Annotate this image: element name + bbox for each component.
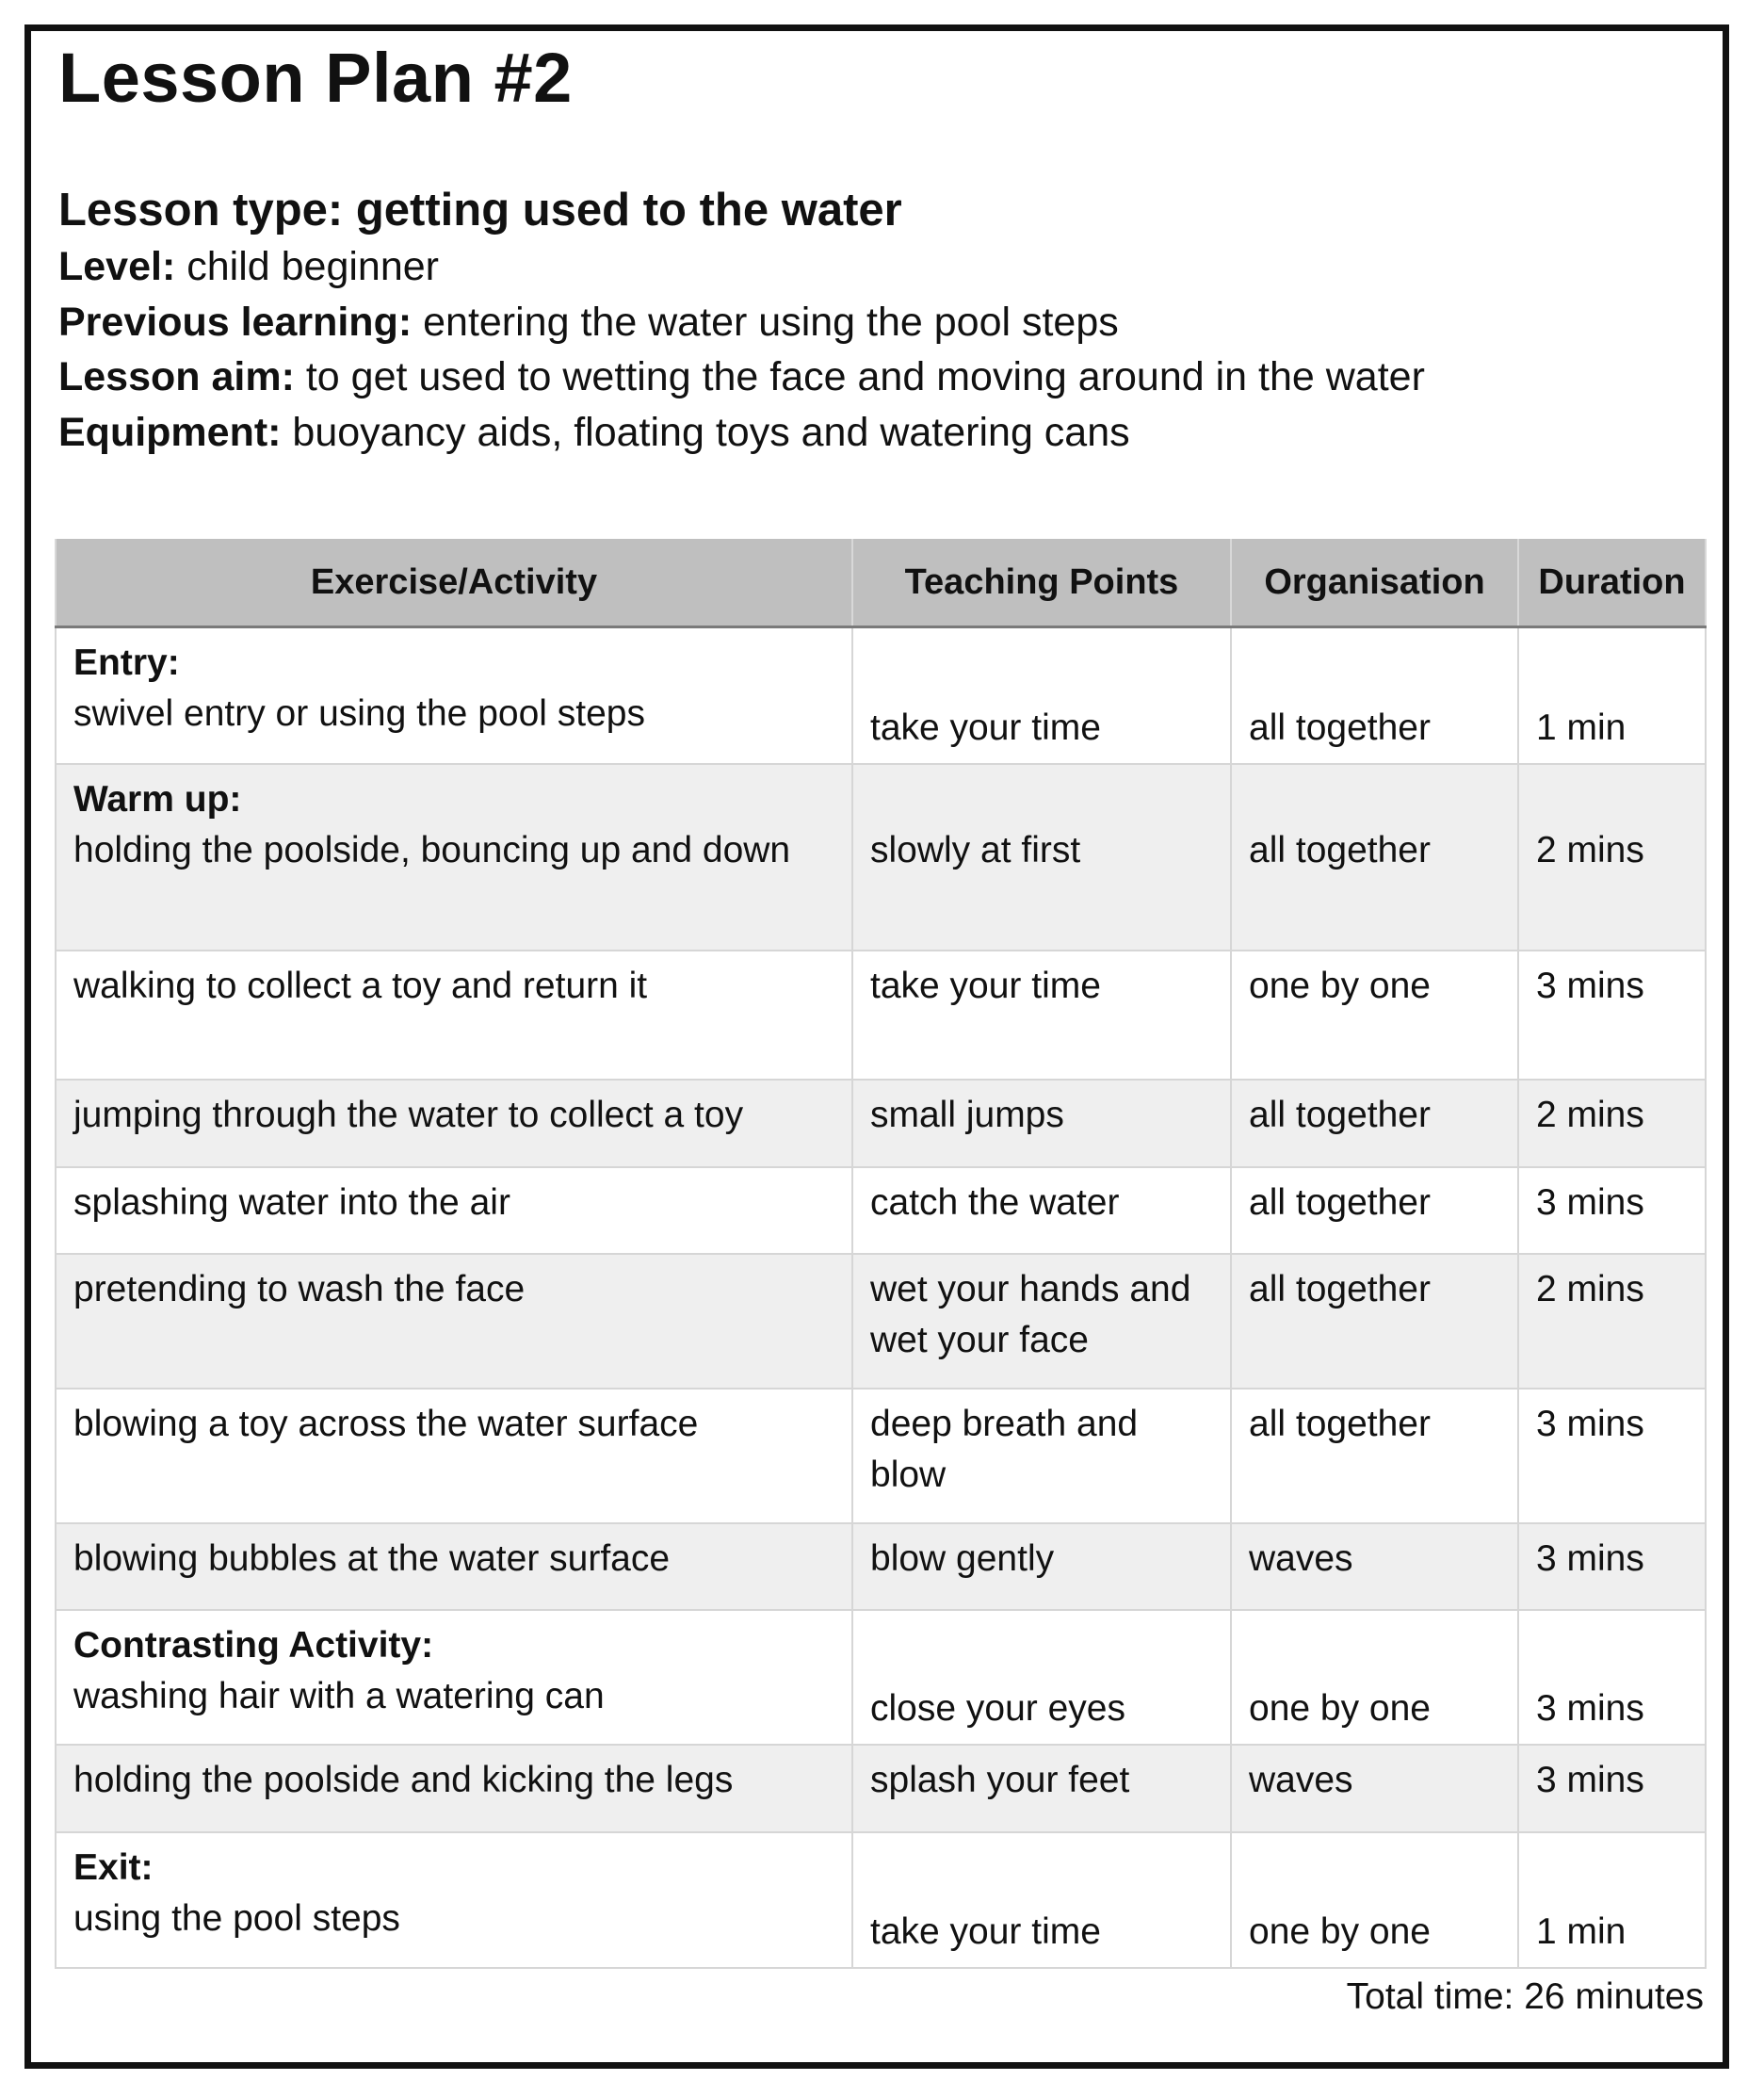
duration-cell: 3 mins xyxy=(1518,1167,1706,1254)
table-row xyxy=(56,1254,1706,1389)
teaching-cell: wet your hands and wet your face xyxy=(852,1254,1231,1389)
activity-cell xyxy=(56,1080,852,1167)
organisation-cell: one by one xyxy=(1231,1832,1518,1968)
lesson-aim-label: Lesson aim: xyxy=(58,354,295,399)
activity-text: blowing bubbles at the water surface xyxy=(73,1537,671,1579)
lesson-aim-value: to get used to wetting the face and moving around in the water xyxy=(294,354,1425,399)
equipment-value: buoyancy aids, floating toys and watering cans xyxy=(281,409,1130,455)
activity-text: splashing water into the air xyxy=(73,1181,510,1223)
header-organisation: Organisation xyxy=(1231,539,1518,627)
lesson-plan-table xyxy=(55,539,1707,1969)
teaching-cell: catch the water xyxy=(852,1167,1231,1254)
equipment-line xyxy=(58,405,1697,461)
organisation-cell: all together xyxy=(1231,1254,1518,1389)
table-row xyxy=(56,764,1706,951)
activity-cell xyxy=(56,627,852,764)
duration-cell: 1 min xyxy=(1518,1832,1706,1968)
activity-text: swivel entry or using the pool steps xyxy=(73,693,645,734)
duration-cell: 2 mins xyxy=(1518,1080,1706,1167)
header-teaching-points: Teaching Points xyxy=(852,539,1231,627)
section-label: Exit: xyxy=(73,1846,154,1888)
lesson-details xyxy=(58,181,1697,460)
activity-text: blowing a toy across the water surface xyxy=(73,1403,699,1444)
teaching-cell: take your time xyxy=(852,951,1231,1080)
organisation-cell: all together xyxy=(1231,764,1518,951)
duration-cell: 3 mins xyxy=(1518,1745,1706,1832)
activity-cell xyxy=(56,1523,852,1610)
total-time: Total time: 26 minutes xyxy=(1346,1976,1704,2017)
activity-cell xyxy=(56,1832,852,1968)
activity-cell xyxy=(56,1389,852,1523)
teaching-cell: take your time xyxy=(852,1832,1231,1968)
teaching-cell: close your eyes xyxy=(852,1610,1231,1745)
table-row xyxy=(56,1745,1706,1832)
teaching-cell: deep breath and blow xyxy=(852,1389,1231,1523)
table-row xyxy=(56,1610,1706,1745)
level-label: Level: xyxy=(58,244,176,289)
lesson-aim-line xyxy=(58,350,1697,405)
organisation-cell: all together xyxy=(1231,627,1518,764)
page-title: Lesson Plan #2 xyxy=(58,39,573,117)
level-line xyxy=(58,239,1697,295)
teaching-cell: slowly at first xyxy=(852,764,1231,951)
activity-text: using the pool steps xyxy=(73,1897,400,1939)
table-row xyxy=(56,1523,1706,1610)
organisation-cell: waves xyxy=(1231,1523,1518,1610)
duration-cell: 3 mins xyxy=(1518,1523,1706,1610)
teaching-cell: blow gently xyxy=(852,1523,1231,1610)
table-row xyxy=(56,1389,1706,1523)
header-duration: Duration xyxy=(1518,539,1706,627)
table-row xyxy=(56,951,1706,1080)
activity-text: pretending to wash the face xyxy=(73,1268,526,1309)
teaching-cell: take your time xyxy=(852,627,1231,764)
table-row xyxy=(56,1167,1706,1254)
activity-cell xyxy=(56,1167,852,1254)
activity-text: jumping through the water to collect a toy xyxy=(73,1094,744,1135)
organisation-cell: all together xyxy=(1231,1167,1518,1254)
duration-cell: 3 mins xyxy=(1518,1389,1706,1523)
previous-learning-label: Previous learning: xyxy=(58,299,413,345)
header-exercise: Exercise/Activity xyxy=(56,539,852,627)
duration-cell: 2 mins xyxy=(1518,1254,1706,1389)
duration-cell: 1 min xyxy=(1518,627,1706,764)
activity-cell xyxy=(56,951,852,1080)
activity-text: holding the poolside and kicking the legs xyxy=(73,1759,734,1800)
table-row xyxy=(56,1080,1706,1167)
activity-text: walking to collect a toy and return it xyxy=(73,965,648,1006)
activity-text: washing hair with a watering can xyxy=(73,1675,605,1716)
previous-learning-value: entering the water using the pool steps xyxy=(412,299,1119,345)
lesson-type: Lesson type: getting used to the water xyxy=(58,185,902,236)
level-value: child beginner xyxy=(175,244,439,289)
teaching-cell: small jumps xyxy=(852,1080,1231,1167)
organisation-cell: all together xyxy=(1231,1080,1518,1167)
equipment-label: Equipment: xyxy=(58,409,282,455)
table-header-row xyxy=(56,539,1706,627)
section-label: Contrasting Activity: xyxy=(73,1624,434,1666)
teaching-cell: splash your feet xyxy=(852,1745,1231,1832)
section-label: Warm up: xyxy=(73,778,242,820)
organisation-cell: waves xyxy=(1231,1745,1518,1832)
duration-cell: 3 mins xyxy=(1518,951,1706,1080)
duration-cell: 2 mins xyxy=(1518,764,1706,951)
organisation-cell: one by one xyxy=(1231,951,1518,1080)
duration-cell: 3 mins xyxy=(1518,1610,1706,1745)
activity-text: holding the poolside, bouncing up and down xyxy=(73,829,791,870)
organisation-cell: one by one xyxy=(1231,1610,1518,1745)
activity-cell xyxy=(56,1610,852,1745)
previous-learning-line xyxy=(58,295,1697,350)
activity-cell xyxy=(56,1254,852,1389)
activity-cell xyxy=(56,764,852,951)
section-label: Entry: xyxy=(73,642,180,683)
table-row xyxy=(56,627,1706,764)
activity-cell xyxy=(56,1745,852,1832)
organisation-cell: all together xyxy=(1231,1389,1518,1523)
table-row xyxy=(56,1832,1706,1968)
